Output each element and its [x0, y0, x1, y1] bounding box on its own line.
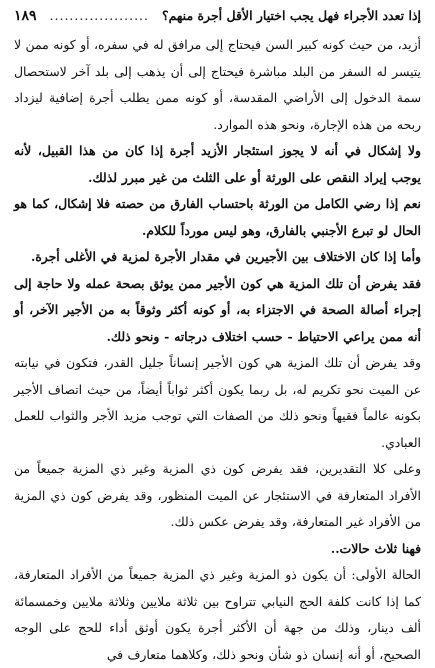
paragraph: فهنا ثلاث حالات..: [330, 540, 421, 556]
page-body: [14, 32, 421, 668]
running-title: إذا تعدد الأجراء فهل يجب اختيار الأقل أجرة منهم؟: [161, 8, 421, 23]
page-number: ١٨٩: [14, 8, 37, 24]
header-dot-leader: ....................: [49, 8, 149, 23]
paragraph: ولا إشكال في أنه لا يجوز استئجار الأزيد أجرة إذا كان من هذا القبيل، لأنه يوجب إيراد النقص على الورثة أو على الثلث من غير مبرر لذلك.: [14, 143, 421, 185]
paragraph: فقد يفرض أن تلك المزية هي كون الأجير ممن يوثق بصحة عمله ولا حاجة إلى إجراء أصالة الصحة في الاجتزاء به، أو كونه أكثر وثوقاً به من الأجير الآخر، أو أنه ممن يراعي الاحتياط - حسب اختلاف درجاته - ونحو ذلك.: [14, 275, 421, 344]
paragraph: وقد يفرض أن تلك المزية هي كون الأجير إنساناً جليل القدر، فتكون في نيابته عن الميت نحو تكريم له، بل ربما يكون أكثر ثواباً أيضاً، من حيث اتصاف الأجير بكونه عالماً فقيهاً ونحو ذلك من الصفات التي توجب مزيد الأجر والثواب للعمل العبادي.: [14, 355, 421, 450]
paragraph: وأما إذا كان الاختلاف بين الأجيرين في مقدار الأجرة لمزية في الأغلى أجرة.: [30, 249, 421, 264]
paragraph: نعم إذا رضي الكامل من الورثة باحتساب الفارق من حصته فلا إشكال، كما هو الحال لو تبرع الأجنبي بالفارق، وهو ليس مورداً للكلام.: [14, 196, 421, 238]
paragraph: أزيد، من حيث كونه كبير السن فيحتاج إلى مرافق له في سفره، أو كونه ممن لا يتيسر له السفر من البلد مباشرة فيحتاج إلى أن يذهب إلى بلد آخر لاستحصال سمة الدخول إلى الأراضي المقدسة، أو كونه ممن يطلب أجرة إضافية ليزداد ربحه من هذه الإجارة، ونحو هذه الموارد.: [14, 37, 421, 132]
paragraph: وعلى كلا التقديرين، فقد يفرض كون ذي المزية وغير ذي المزية جميعاً من الأفراد المتعارفة في الاستئجار عن الميت المنظور، وقد يفرض كون ذي المزية من الأفراد غير المتعارفة، وقد يفرض عكس ذلك.: [14, 461, 421, 529]
page-header: [14, 8, 421, 28]
paragraph: الحالة الأولى: أن يكون ذو المزية وغير ذي المزية جميعاً من الأفراد المتعارفة، كما إذا كانت كلفة الحج النيابي تتراوح بين ثلاثة ملايين وثلاثة ملايين وخمسمائة ألف دينار، وذلك من جهة أن الأكثر أجرة يكون أوثق أداء للحج على الوجه الصحيح، أو أنه إنسان ذو شأن ونحو ذلك، وكلاهما متعارف في: [14, 567, 421, 662]
